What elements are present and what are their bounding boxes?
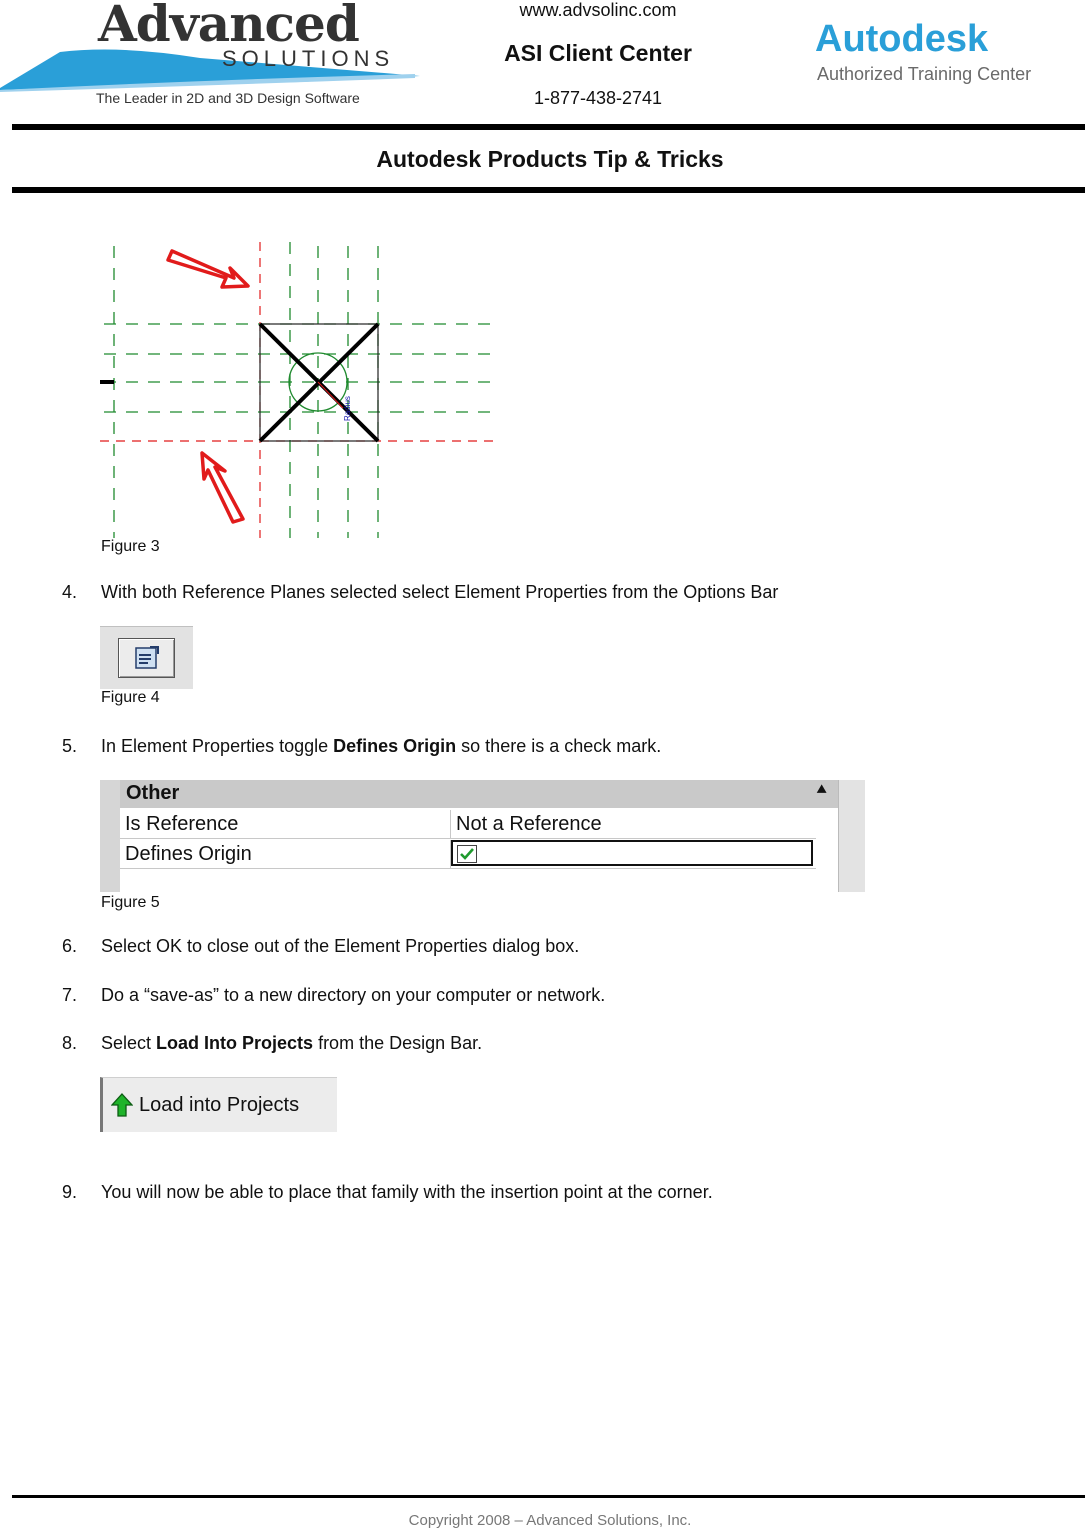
checkmark-icon [458,846,476,862]
arrow-up-left-icon [202,453,243,522]
defines-origin-value-box[interactable] [451,840,813,866]
doc-title: Autodesk Products Tip & Tricks [376,146,724,172]
step8-pre: Select [101,1033,157,1053]
figure4-toolbar [100,626,193,689]
footer-rule [12,1495,1085,1498]
load-into-projects-button[interactable] [100,1077,337,1132]
step8-text [101,1033,482,1054]
autodesk-logo-subtitle: Authorized Training Center [817,64,1032,84]
property-name: Is Reference [120,810,451,838]
step6-number: 6. [62,936,78,956]
properties-group-header[interactable] [120,780,838,808]
step8-bold: Load Into Projects [156,1033,314,1053]
properties-scrollbar[interactable] [838,780,865,892]
step5-post: so there is a check mark. [456,736,662,756]
figure4-caption: Figure 4 [101,689,160,706]
center-name: ASI Client Center [504,40,692,66]
step8-number: 8. [62,1033,78,1053]
defines-origin-checkbox[interactable] [457,845,477,863]
radius-label: Radius [343,396,352,421]
load-button-label: Load into Projects [139,1094,300,1116]
step8-post: from the Design Bar. [313,1033,483,1053]
figure5-caption: Figure 5 [101,894,160,911]
figure3-drawing [98,238,498,540]
logo-title: Advanced [98,0,359,53]
step5-number: 5. [62,736,78,756]
step6-text: Select OK to close out of the Element Properties dialog box. [101,936,580,956]
step5-bold: Defines Origin [333,736,457,756]
header-rule-bottom [12,187,1085,193]
arrow-down-right-icon [168,251,248,287]
website: www.advsolinc.com [519,0,677,20]
property-name: Defines Origin [120,840,451,868]
step4-text: With both Reference Planes selected select Element Properties from the Options Bar [101,582,779,602]
step5-pre: In Element Properties toggle [101,736,334,756]
property-row [120,810,816,839]
collapse-chevron-icon[interactable]: ⯅ [815,782,828,799]
footer-copyright: Copyright 2008 – Advanced Solutions, Inc. [408,1512,692,1529]
element-properties-icon [133,645,161,671]
autodesk-logo-title: Autodesk [815,18,989,60]
step4-number: 4. [62,582,78,602]
logo-tagline: The Leader in 2D and 3D Design Software [96,90,360,106]
properties-left-gutter [100,780,120,892]
property-row [120,840,816,869]
step9-text: You will now be able to place that family with the insertion point at the corner. [101,1182,713,1202]
figure5-properties [100,780,865,892]
advanced-solutions-logo [0,0,420,115]
step7-text: Do a “save-as” to a new directory on your computer or network. [101,985,606,1005]
autodesk-logo [815,18,1075,88]
step9-number: 9. [62,1182,78,1202]
green-up-arrow-icon [111,1093,133,1117]
phone-number: 1-877-438-2741 [533,88,663,108]
element-properties-button[interactable] [118,638,175,678]
logo-subtitle: SOLUTIONS [222,46,395,71]
property-value[interactable]: Not a Reference [456,813,602,835]
group-label: Other [126,782,180,804]
figure3-caption: Figure 3 [101,538,160,555]
header-rule-top [12,124,1085,130]
step7-number: 7. [62,985,78,1005]
step5-text [101,736,661,757]
